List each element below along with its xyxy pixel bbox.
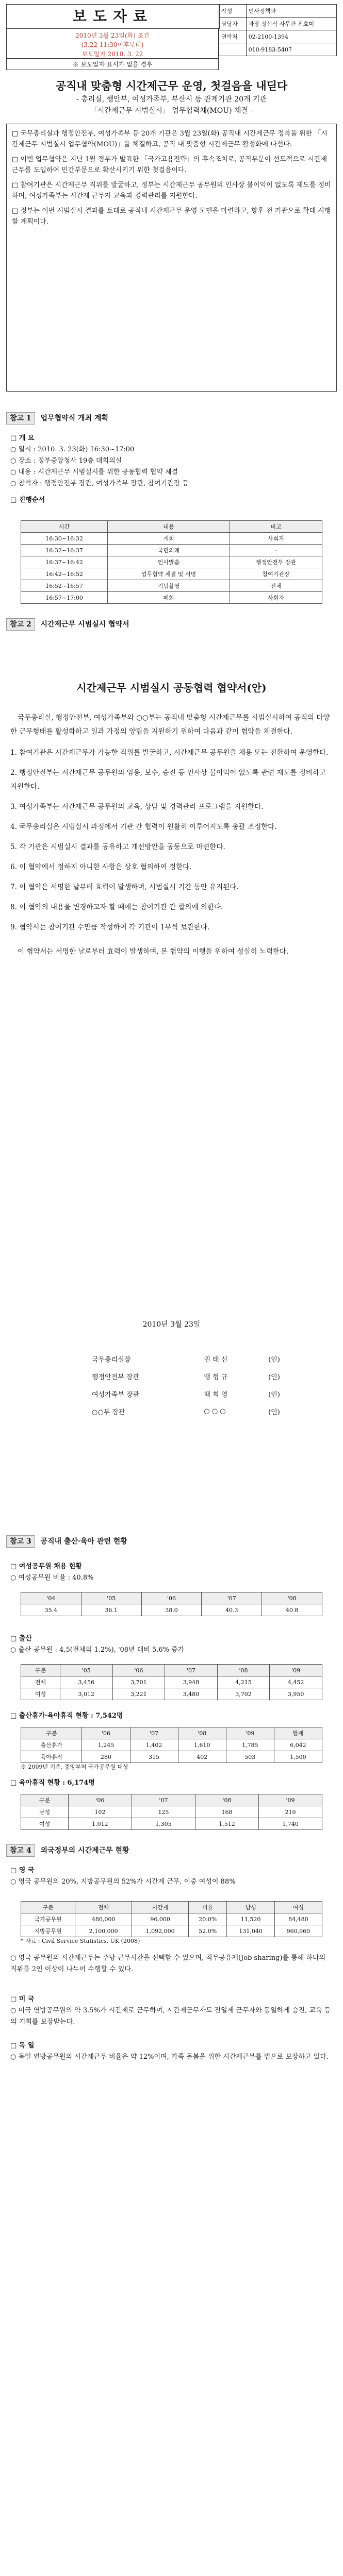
column-header: '06 — [112, 1665, 165, 1676]
column-header: '07 — [202, 1592, 262, 1604]
table-cell: 4,215 — [217, 1676, 270, 1688]
summary-paragraph: □ 참여기관은 시간제근무 직위를 발굴하고, 정부는 시간제근무 공무원의 인사상 불이익이 없도록 제도를 정비하며, 여성가족부는 시간제 근무자 교육과 경력관리를 지원한다. — [12, 181, 331, 200]
seal-mark: (인) — [268, 1373, 280, 1381]
female-ratio-table — [21, 1592, 322, 1616]
table-row — [21, 1604, 322, 1616]
agreement-article: 5. 각 기관은 시범실시 결과를 공유하고 개선방안을 공동으로 마련한다. — [10, 843, 225, 851]
table-cell: 16:32~16:37 — [21, 545, 108, 556]
table-row — [21, 1751, 322, 1763]
table-cell: 1,402 — [130, 1739, 178, 1751]
uk-parttime-table — [21, 1901, 322, 1937]
meta-value: 010-9183-5407 — [246, 43, 336, 56]
column-header: 시간 — [21, 521, 108, 533]
column-header: '04 — [21, 1592, 81, 1604]
reference-tag: 참고 2 — [6, 618, 35, 631]
reference-title: 외국정부의 시간제근무 현황 — [40, 1846, 129, 1855]
reference-2-heading — [6, 618, 337, 631]
table-cell: 3,221 — [112, 1688, 165, 1700]
overview-item: ○ 장소 : 정부중앙청사 19층 대회의실 — [10, 457, 122, 465]
table-cell: 1,092,000 — [132, 1925, 189, 1937]
table-cell: 1,512 — [195, 1818, 258, 1830]
program-title: □ 진행순서 — [10, 496, 45, 504]
table-cell: 남성 — [21, 1806, 69, 1818]
table-cell: 96,000 — [132, 1913, 189, 1925]
column-header: '08 — [217, 1665, 270, 1676]
table-cell: 131,040 — [227, 1925, 274, 1937]
table-cell: 3,701 — [112, 1676, 165, 1688]
overview-item: ○ 일시 : 2010. 3. 23(화) 16:30~17:00 — [10, 446, 135, 453]
program-table — [21, 520, 322, 604]
table-row — [21, 1925, 322, 1937]
overview-title: □ 개 요 — [10, 434, 35, 442]
summary-paragraph: □ 이번 업무협약은 지난 1월 정부가 발표한 「국가고용전략」의 후속조치로, 공직부문이 선도적으로 시간제근무를 도입하여 민간부문으로 확산시키기 위한 첫걸음이다. — [12, 156, 328, 174]
table-cell: 3,702 — [217, 1688, 270, 1700]
embargo-line: 2010년 3월 23일(화) 조간 — [75, 32, 150, 39]
parental-leave-table — [21, 1794, 322, 1830]
leave-table — [21, 1727, 322, 1763]
section-title: □ 미 국 — [10, 1995, 35, 2003]
column-header: 여성 — [274, 1902, 322, 1913]
seal-mark: (인) — [268, 1408, 280, 1416]
agreement-article: 4. 국무총리실은 시범실시 과정에서 기관 간 협력이 원활히 이루어지도록 총괄 조정한다. — [10, 823, 277, 831]
table-cell: 1,245 — [82, 1739, 130, 1751]
table-cell: 16:37~16:42 — [21, 556, 108, 568]
table-cell: 3,480 — [165, 1688, 218, 1700]
table-cell: 480,000 — [75, 1913, 132, 1925]
table-cell: 6,042 — [274, 1739, 322, 1751]
table-cell: 40.8 — [262, 1604, 322, 1616]
section-title: □ 육아휴직 현황 : 6,174명 — [10, 1779, 95, 1787]
table-cell: 전체 — [230, 580, 322, 592]
table-cell: 국민의례 — [108, 545, 230, 556]
column-header: 시간제 — [132, 1902, 189, 1913]
contact-meta-table — [219, 4, 337, 56]
reference-3-heading — [6, 1535, 337, 1548]
table-cell: 16:42~16:52 — [21, 568, 108, 580]
column-header: 비율 — [189, 1902, 227, 1913]
section-text: ○ 독일 연방공무원의 시간제근무 비율은 약 12%이며, 가족 돌봄을 위한 시간제근무를 법으로 보장하고 있다. — [10, 2053, 329, 2061]
summary-paragraph: □ 정부는 이번 시범실시 결과를 토대로 공직내 시간제근무 운영 모델을 마련하고, 향후 전 기관으로 확대 시행할 계획이다. — [12, 207, 331, 226]
table-cell: 1,012 — [68, 1818, 132, 1830]
table-cell: 38.0 — [141, 1604, 202, 1616]
table-cell: 지방공무원 — [21, 1925, 75, 1937]
agreement-article: 6. 이 협약에서 정하지 아니한 사항은 상호 협의하여 정한다. — [10, 863, 192, 871]
table-cell: 84,480 — [274, 1913, 322, 1925]
subheadline-line: 「시간제근무 시범실시」 업무협력체(MOU) 체결 - — [90, 107, 253, 115]
reference-tag: 참고 1 — [6, 412, 35, 425]
signer-row — [88, 1350, 304, 1367]
table-row — [21, 545, 322, 556]
leave-section — [10, 1710, 333, 1722]
seal-mark: (인) — [268, 1355, 280, 1364]
parental-leave-section — [10, 1777, 333, 1789]
agreement-article: 9. 협약서는 참여기관 수만큼 작성하여 각 기관이 1부씩 보관한다. — [10, 923, 210, 931]
signer-name: 백 희 영 — [204, 1391, 228, 1399]
agreement-article: 2. 행정안전부는 시간제근무 공무원의 임용, 보수, 승진 등 인사상 불이익이 없도록 관련 제도를 정비하고 지원한다. — [10, 769, 326, 791]
column-header: '08 — [178, 1727, 226, 1739]
childbirth-table — [21, 1664, 322, 1700]
table-cell: 3,456 — [60, 1676, 112, 1688]
reference-title: 시간제근무 시범실시 협약서 — [40, 620, 129, 629]
column-header: '09 — [226, 1727, 274, 1739]
agreement-title: 시간제근무 시범실시 공동협력 협약서(안) — [76, 682, 267, 694]
table-cell: 3,012 — [60, 1688, 112, 1700]
reference-title: 공직내 출산·육아 관련 현황 — [40, 1537, 127, 1546]
reference-tag: 참고 3 — [6, 1535, 35, 1548]
agreement-closing: 이 협약서는 서명한 날로부터 효력이 발생하며, 본 협약의 이행을 위하여 성실히 노력한다. — [18, 947, 289, 956]
column-header: '09 — [270, 1665, 322, 1676]
signer-title: 국무총리실장 — [92, 1355, 131, 1364]
reference-1-heading — [6, 412, 337, 425]
table-row — [21, 533, 322, 545]
section-title: □ 출산 — [10, 1635, 32, 1642]
column-header: '05 — [81, 1592, 141, 1604]
agreement-intro: 국무총리실, 행정안전부, 여성가족부와 ○○부는 공직내 맞춤형 시간제근무를 시범실시하여 공직의 다양한 근무형태를 활성화하고 일과 가정의 양립을 지원하기 위하여 다음과 같이 협약을 체결한다. — [10, 714, 330, 736]
table-cell: 210 — [258, 1806, 322, 1818]
reference-title: 업무협약식 개최 계획 — [40, 414, 109, 422]
document-title: 보도자료 — [6, 4, 220, 29]
column-header: 구분 — [21, 1794, 69, 1806]
table-cell: - — [230, 545, 322, 556]
section-text: ○ 출산 공무원 : 4,5(전체의 1.2%), '08년 대비 5.6% 증가 — [10, 1646, 185, 1654]
table-cell: 402 — [178, 1751, 226, 1763]
signer-name: 권 태 신 — [204, 1355, 228, 1364]
column-header: 구분 — [21, 1727, 82, 1739]
meta-key: 연락처 — [219, 30, 247, 43]
table-cell: 4,452 — [270, 1676, 322, 1688]
table-cell: 36.1 — [81, 1604, 141, 1616]
uk-section — [10, 1865, 333, 1888]
seal-mark: (인) — [268, 1391, 280, 1399]
subheadline — [6, 94, 337, 116]
table-cell: 40.3 — [202, 1604, 262, 1616]
table-cell: 16:57~17:00 — [21, 592, 108, 604]
column-header: 내용 — [108, 521, 230, 533]
signer-title: ○○부 장관 — [92, 1408, 125, 1416]
column-header: '06 — [141, 1592, 202, 1604]
table-cell: 전체 — [21, 1676, 60, 1688]
table-row — [21, 580, 322, 592]
table-cell: 폐회 — [108, 592, 230, 604]
germany-section — [10, 2040, 333, 2063]
table-header-row — [21, 1902, 322, 1913]
table-row — [21, 1913, 322, 1925]
section-title: □ 출산휴가·육아휴직 현황 : 7,542명 — [10, 1712, 123, 1720]
table-cell: 503 — [226, 1751, 274, 1763]
female-officials-section — [10, 1561, 333, 1584]
embargo-line: (3.22 11:30이후부터) — [81, 41, 144, 48]
meta-key: 작성 — [219, 5, 247, 18]
section-text: ○ 여성공무원 비율 : 40.8% — [10, 1574, 94, 1582]
signer-row — [88, 1402, 304, 1420]
table-cell: 출산휴가 — [21, 1739, 82, 1751]
meta-row — [219, 5, 337, 18]
section-text: ○ 미국 연방공무원의 약 3.5%가 시간제로 근무하며, 시간제근무자도 전일제 근무자와 동일하게 승진, 교육 등의 기회를 보장받는다. — [10, 2007, 331, 2026]
table-cell: 16:30~16:32 — [21, 533, 108, 545]
table-row — [21, 592, 322, 604]
column-header: 남성 — [227, 1902, 274, 1913]
table-cell: 1,610 — [178, 1739, 226, 1751]
signer-title: 여성가족부 장관 — [92, 1391, 140, 1399]
table-cell: 사회자 — [230, 533, 322, 545]
table-row — [21, 1818, 322, 1830]
column-header: 합계 — [274, 1727, 322, 1739]
column-header: '05 — [60, 1665, 112, 1676]
column-header: '07 — [130, 1727, 178, 1739]
table-header-row — [21, 1727, 322, 1739]
agreement-article: 1. 참여기관은 시간제근무가 가능한 직위를 발굴하고, 시간제근무 공무원을 채용 또는 전환하여 운영한다. — [10, 749, 329, 757]
column-header: 전체 — [75, 1902, 132, 1913]
table-cell: 기념촬영 — [108, 580, 230, 592]
meta-row — [219, 30, 337, 43]
table-cell: 125 — [132, 1806, 195, 1818]
signer-title: 행정안전부 장관 — [92, 1373, 140, 1381]
table-cell: 960,960 — [274, 1925, 322, 1937]
table-header-row — [21, 521, 322, 533]
column-header: '08 — [262, 1592, 322, 1604]
release-note: ※ 보도일자 표시가 없을 경우 — [6, 59, 219, 70]
table-header-row — [21, 1794, 322, 1806]
table-row — [21, 1806, 322, 1818]
table-cell: 315 — [130, 1751, 178, 1763]
signer-row — [88, 1385, 304, 1402]
overview-item: ○ 참석자 : 행정안전부 장관, 여성가족부 장관, 참여기관장 등 — [10, 480, 189, 487]
table-footnote: ※ 2009년 기준, 중앙부처 국가공무원 대상 — [21, 1764, 128, 1770]
table-cell: 11,520 — [227, 1913, 274, 1925]
table-source: * 자료 : Civil Service Statistics, UK (2008) — [21, 1938, 140, 1944]
table-cell: 102 — [68, 1806, 132, 1818]
section-title: □ 영 국 — [10, 1867, 35, 1874]
table-row — [21, 1688, 322, 1700]
table-cell: 3,950 — [270, 1688, 322, 1700]
table-cell: 참여기관장 — [230, 568, 322, 580]
signature-table — [88, 1350, 304, 1420]
agreement-article: 3. 여성가족부는 시간제근무 공무원의 교육, 상담 및 경력관리 프로그램을 지원한다. — [10, 803, 264, 811]
agreement-article: 8. 이 협약의 내용을 변경하고자 할 때에는 참여기관 간 합의에 의한다. — [10, 903, 223, 911]
table-cell: 280 — [82, 1751, 130, 1763]
uk-details — [10, 1953, 333, 1975]
meta-row — [219, 18, 337, 30]
agreement-article: 7. 이 협약은 서명한 날부터 효력이 발생하며, 시범실시 기간 동안 유지된다. — [10, 883, 239, 891]
us-section — [10, 1994, 333, 2028]
section-title: □ 독 일 — [10, 2042, 35, 2049]
table-cell: 1,785 — [226, 1739, 274, 1751]
table-cell: 사회자 — [230, 592, 322, 604]
meta-value: 인사정책과 — [246, 5, 336, 18]
table-cell: 168 — [195, 1806, 258, 1818]
table-cell: 개회 — [108, 533, 230, 545]
table-cell: 국가공무원 — [21, 1913, 75, 1925]
signer-name: ○ ○ ○ — [204, 1407, 226, 1415]
embargo-dates — [6, 28, 219, 59]
column-header: 구분 — [21, 1665, 60, 1676]
table-cell: 1,740 — [258, 1818, 322, 1830]
table-cell: 1,305 — [132, 1818, 195, 1830]
table-cell: 행정안전부 장관 — [230, 556, 322, 568]
table-cell: 2,100,000 — [75, 1925, 132, 1937]
table-row — [21, 556, 322, 568]
table-cell: 16:52~16:57 — [21, 580, 108, 592]
table-cell: 52.0% — [189, 1925, 227, 1937]
meta-key — [219, 43, 247, 56]
release-date: 보도일자 2010. 3. 22 — [81, 50, 143, 58]
column-header: 비고 — [230, 521, 322, 533]
table-cell: 업무협약 체결 및 서명 — [108, 568, 230, 580]
column-header: '06 — [82, 1727, 130, 1739]
ceremony-overview — [10, 433, 333, 506]
signer-row — [88, 1367, 304, 1385]
reference-4-heading — [6, 1844, 337, 1857]
agreement-date: 2010년 3월 23일 — [142, 1320, 201, 1329]
table-cell: 육아휴직 — [21, 1751, 82, 1763]
column-header: 구분 — [21, 1902, 75, 1913]
table-cell: 35.4 — [21, 1604, 81, 1616]
table-header-row — [21, 1592, 322, 1604]
overview-item: ○ 내용 : 시간제근무 시범실시를 위한 공동협력 협약 체결 — [10, 468, 178, 476]
table-cell: 3,948 — [165, 1676, 218, 1688]
table-cell: 1,500 — [274, 1751, 322, 1763]
table-row — [21, 1739, 322, 1751]
summary-paragraph: □ 국무총리실과 행정안전부, 여성가족부 등 20개 기관은 3월 23일(화) 공직내 시간제근무 정착을 위한 「시간제근무 시범실시 업무협약(MOU)」을 체결하고, 공직 내 맞춤형 시간제근무 활성화에 나선다. — [12, 130, 328, 148]
table-header-row — [21, 1665, 322, 1676]
column-header: '08 — [195, 1794, 258, 1806]
column-header: '06 — [68, 1794, 132, 1806]
signer-name: 맹 형 규 — [204, 1373, 228, 1381]
meta-row — [219, 43, 337, 56]
section-title: □ 여성공무원 채용 현황 — [10, 1563, 82, 1570]
section-text: ○ 영국 공무원의 20%, 지방공무원의 52%가 시간제 근무, 이중 여성이 88% — [10, 1878, 236, 1886]
table-cell: 여성 — [21, 1688, 60, 1700]
column-header: '07 — [132, 1794, 195, 1806]
subheadline-line: - 총리실, 행안부, 여성가족부, 부산시 등 관계기관 20개 기관 — [76, 95, 267, 104]
headline: 공직내 맞춤형 시간제근무 운영, 첫걸음을 내딛다 — [55, 79, 288, 92]
summary-box — [6, 124, 337, 392]
table-cell: 여성 — [21, 1818, 69, 1830]
table-row — [21, 568, 322, 580]
column-header: '07 — [165, 1665, 218, 1676]
column-header: '09 — [258, 1794, 322, 1806]
table-cell: 인사말씀 — [108, 556, 230, 568]
reference-tag: 참고 4 — [6, 1844, 35, 1857]
agreement-body — [10, 711, 333, 959]
meta-value: 02-2100-1394 — [246, 30, 336, 43]
table-row — [21, 1676, 322, 1688]
section-text: ○ 영국 공무원의 시간제근무는 주당 근무시간을 선택할 수 있으며, 직무공유제(Job sharing)를 통해 하나의 직위를 2인 이상이 나누어 수행할 수 있다. — [10, 1954, 326, 1973]
meta-value: 과장 정선식 사무관 진효미 — [246, 18, 336, 30]
childbirth-section — [10, 1633, 333, 1656]
table-cell: 20.0% — [189, 1913, 227, 1925]
meta-key: 담당자 — [219, 18, 247, 30]
